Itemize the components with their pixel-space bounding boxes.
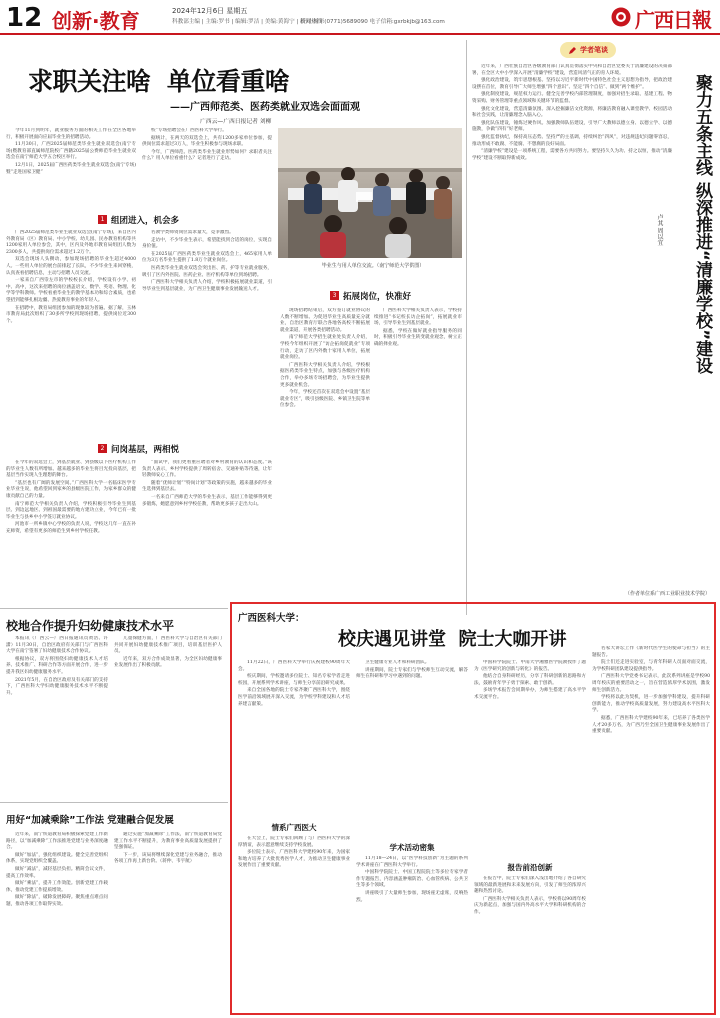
paragraph: 卫生健康专业人才和科研团队。	[365, 660, 430, 665]
commentary-author: 卢其 周以宜	[656, 214, 663, 246]
section-number: 1	[98, 215, 107, 224]
section-number: 3	[330, 291, 339, 300]
contact-info: 新闻热线:(0771)5689090 电子信箱:gxrbkjb@163.com	[300, 19, 445, 25]
paragraph: 多场学术报告会同期举办，为师生搭建了高水平学术交流平台。	[474, 688, 586, 700]
paragraph: 近年来，南宁铁道教育局积极探索党建工作新路径，以“加减乘除”工作法推进党建与业务深度融合。	[6, 832, 108, 851]
paragraph: 11月30日，广西2025届师范类毕业生就业双选会(南宁专场)暨教育部直属师范院校广西籍2025届公费师范毕业生就业双选会在南宁师范大学五合校区举行。	[6, 142, 136, 161]
paragraph: 在今年的双选会上，到基层就业、到县级以下医疗机构工作的毕业生人数有所增加。越来越多的毕业生将目光投向基层，把基层当作实现人生理想的舞台。	[6, 460, 136, 479]
paragraph: 强化监督执纪，保持高压态势。坚持严的主基调，持续纠治“四风”，对违规违纪问题零容忍，推动形成不敢腐、不能腐、不想腐的良好局面。	[472, 134, 672, 147]
paragraph: 在招聘中，教育局组团参加的现象较为普遍。据了解，玉林市教育局此次组织了30多所学校到现场招聘，提供岗位近300个。	[6, 305, 136, 324]
paragraph: 广西医科大学相关负责人表示，学校将以90周年校庆为新起点，加强与国内外高水平大学和科研机构的合作。	[474, 896, 586, 915]
paragraph: 广西2025届师范类毕业生就业双选会(南宁专场)，来自区内外教育局（区）教育局、中小学校、幼儿园、民办教育机构等共1200家用人单位参会，其中，区内及外地市教育局组团人数为2300多人，共提供岗位需求超过1.2万个。	[6, 230, 136, 255]
paragraph: 校庆期间，学校邀请多位院士、知名专家学者走进校园，开展系列学术讲座，与师生分享前沿研究成果。	[238, 674, 350, 686]
feature-subhead-3: 报告前沿创新	[507, 863, 553, 872]
paragraph: 讲座吸引了大量师生参加，现场座无虚席，反响热烈。	[356, 890, 468, 903]
paragraph: “清廉学校”建设是一项系统工程，需要各方共同努力。要坚持久久为功、持之以恒，推动“清廉学校”建设不断取得新成效。	[472, 149, 672, 161]
section-title: 创新·教育	[52, 9, 140, 33]
feature-kicker: 广西医科大学：	[238, 613, 305, 624]
commentary-tag-label: 学者笔谈	[580, 46, 608, 54]
paragraph: 近年来，广西壮族自治区各级教育部门认真贯彻落实中央和自治区党委关于清廉建设的决策部署，在全区大中小学深入开展“清廉学校”建设，营造风清气正的育人环境。	[472, 64, 672, 76]
main-intro-col2	[142, 128, 272, 212]
news-photo	[278, 128, 462, 258]
paragraph: 据悉，广西医科大学建校90年来，已培养了各类医学人才20多万名，为广西乃至全国卫生健康事业发展作出了重要贡献。	[592, 715, 710, 735]
section2-col2	[142, 460, 272, 602]
section-divider	[0, 802, 228, 803]
bottom-story-headline: 用好“加减乘除”工作法 党建融合促发展	[6, 815, 174, 826]
left-story-col1	[6, 636, 108, 798]
paragraph: 南宁师范大学相关负责人介绍，学校积极引导毕业生到基层、到边远地区、到祖国最需要的地方建功立业，今年已有一批毕业生与县乡中小学签订就业协议。	[6, 501, 136, 520]
pen-icon	[568, 46, 577, 55]
paragraph: 今年，广西师范、医药类毕业生就业形势如何？求职者关注什么？用人单位看重什么？记者进行了走访。	[142, 149, 272, 162]
paragraph: 在2025届广西医药类毕业生就业双选会上，465家用人单位为3万名毕业生提供了1.8万个就业岗位。	[142, 251, 272, 264]
paragraph: 强化政治建设，筑牢思想根基。坚持以习近平新时代中国特色社会主义思想为指导，把政治建设摆在首位，教育引导广大师生增强“四个意识”、坚定“四个自信”、做到“两个维护”。	[472, 78, 672, 90]
paragraph: 走访中，不少毕业生表示，希望能找到合适的岗位，实现自身价值。	[142, 237, 272, 250]
section-title: 拓展岗位，快准好	[343, 291, 412, 302]
main-intro-col1	[6, 128, 136, 212]
feature-col1	[238, 660, 350, 818]
paragraph: 讲座期间，院士专家们与学校师生互动交流，解答师生在科研和学习中遇到的问题。	[356, 667, 468, 680]
commentary-body	[472, 64, 672, 586]
paragraph: 来自全国各地的院士专家齐聚广西医科大学，围绕医学前沿领域展开深入交流，为学校学科建设和人才培养建言献策。	[238, 688, 350, 707]
paragraph: 河池市一所乡镇中心学校的负责人说，学校这几年一直在补充师资，希望有更多的师范生到乡村学校任教。	[6, 522, 136, 534]
section-title: 问岗基层，两相悦	[111, 444, 180, 455]
newspaper-logo: 广西日報	[635, 8, 711, 32]
section3-col2	[374, 308, 462, 603]
page-number: 12	[6, 3, 43, 33]
photo-caption: 毕业生与用人单位交流。（南宁师范大学供图）	[321, 263, 425, 269]
paragraph: 校”专场招聘会在广西医科大学举行。	[151, 128, 227, 133]
bottom-story-col1	[6, 832, 108, 1014]
paragraph: 在报告中，院士专家们深入浅出地介绍了各自研究领域的最新进展和未来发展方向，引发了师生的浓厚兴趣和热烈讨论。	[474, 876, 586, 895]
masthead-rule	[0, 33, 720, 35]
feature-subhead-1: 情系广西医大	[271, 823, 317, 832]
paragraph: 本报讯（广西云—广西日报通讯员黄浩、许潇）11月30日，自治区政府有关部门与广西医科大学在南宁签署了妇幼健康技术合作协议。	[6, 636, 108, 655]
paragraph: 做好“除法”，破除发展障碍。聚焦重点难点问题，推动各项工作取得实效。	[6, 895, 108, 907]
main-subheadline: ——广西师范类、医药类就业双选会面面观	[170, 102, 360, 113]
paragraph: 名家大讲坛上作《新时代医学生的使命与担当》的主题报告。	[592, 646, 710, 658]
editor-info: 科教部主编 | 主编:罗书 | 编辑:罗洁 | 美编:黄海宁 | 校对:杨平	[172, 19, 325, 25]
section-heading-1	[98, 214, 179, 225]
paragraph: 2021年5月，在自治区政府及有关部门的支持下，广西医科大学妇幼健康服务技术水平不断提升。	[6, 677, 108, 696]
paragraph: 做好“加法”，强化组织建设。健全完善党组织体系，实现党组织全覆盖。	[6, 852, 108, 865]
paragraph: 今年11月到明年，就业服务方面的相关工作在全区各地举行，积极开展面向应届毕业生的招聘活动。	[6, 128, 136, 140]
paragraph: 11月22日，广西医科大学举行庆祝建校90周年大会。	[238, 660, 350, 672]
bottom-story-col2	[114, 832, 222, 1014]
feature-col3b	[474, 876, 586, 1011]
paragraph: 广西医科大学党委书记表示，此次系列讲座是学校90周年校庆的重要活动之一，旨在营造浓厚学术氛围，激发师生创新活力。	[592, 674, 710, 693]
paragraph: 儿童保健方面，广西医科大学与自治区有关部门共同开展妇幼健康技术推广项目，培训基层医护人员。	[114, 636, 222, 655]
paragraph: 一家来自广西崇左市的学校校长介绍，学校设有小学、初中、高中，这次来招聘的岗位涵盖语文、数学、英语、物理、化学等学科教师。学校看重毕业生的教学基本功和综合素质，也希望招到能够扎根边疆、热爱教育事业的年轻人。	[6, 278, 136, 303]
paragraph: 现场招聘结束后，双方签订就业协议的人数不断增加。为促进毕业生高质量充分就业，自治区教育厅联合各地各高校不断拓展就业渠道，开展各类招聘活动。	[280, 308, 370, 333]
commentary-tag	[560, 42, 616, 58]
paragraph: 今年，学校还首次在双选会中设置“基层就业专区”，吸引县级医院、乡镇卫生院等单位参会。	[280, 390, 370, 409]
feature-col2b	[356, 856, 468, 1011]
feature-headline: 校庆遇见讲堂 院士大咖开讲	[338, 629, 567, 650]
paragraph: 近年来，双方合作成效显著，为全区妇幼健康事业发展作出了积极贡献。	[114, 656, 222, 669]
feature-col4	[592, 646, 710, 1011]
section-number: 2	[98, 444, 107, 453]
column-divider	[466, 40, 467, 615]
paragraph: 多位院士表示，广西医科大学建校90年来，为国家和地方培养了大批优秀医学人才，为推动卫生健康事业发展作出了重要贡献。	[238, 850, 350, 869]
commentary-headline: 聚力五条主线 纵深推进“清廉学校”建设	[692, 74, 712, 375]
paragraph: 在大会上，院士专家们回顾了与广西医科大学的深厚情谊，表示愿意继续支持学校发展。	[238, 836, 350, 848]
paragraph: 随着“优师计划”“特岗计划”等政策的实施，越来越多的毕业生选择到基层去。	[142, 480, 272, 493]
paragraph: 南宁师范大学招生就业处负责人介绍，学校今年组织开展了“访企拓岗促就业”专项行动，走访了区内外数十家用人单位，拓展就业岗位。	[280, 335, 370, 361]
logo-emblem-icon	[610, 6, 632, 28]
section-heading-3	[330, 290, 411, 301]
paragraph: 中国科学院院士、中南大学湘雅医学院教授作了题为《医学研究的创新与转化》的报告。	[474, 660, 586, 672]
paragraph: 中国科学院院士、中国工程院院士等多位专家学者作专题报告，内容涵盖肿瘤防治、心血管疾病、公共卫生等多个领域。	[356, 870, 468, 889]
section-heading-2	[98, 443, 179, 454]
paragraph: 做好“乘法”，提升工作效能。创新党建工作载体，推动党建工作提质增效。	[6, 881, 108, 893]
paragraph: 做好“减法”，减轻基层负担。精简会议文件，提高工作效率。	[6, 866, 108, 879]
paragraph: 广西医科大学相关负责人介绍，学校根据医药类毕业生特点，加强与各级医疗机构合作，举办多场专场招聘会，为毕业生提供更多就业机会。	[280, 362, 370, 388]
main-headline: 求职关注啥 单位看重啥	[28, 67, 290, 96]
paragraph: “面试中，我们更看重应聘者对乡村教育的认识和态度。”该负责人表示，乡村学校提供了周转宿舍、交通补贴等待遇，让年轻教师安心工作。	[142, 460, 272, 479]
paragraph: 根据协议，双方将围绕妇幼健康技术人才培养、技术推广、科研合作等方面开展合作，进一步提升我区妇幼健康服务水平。	[6, 656, 108, 675]
photo-scene	[278, 128, 462, 258]
paragraph: 双选会现场人头攒动，参加现场招聘的毕业生超过4000人。一些用人单位的展台前排起了长队，不少毕业生来回穿梭，认真查看招聘信息，主动与招聘人员交流。	[6, 257, 136, 276]
paragraph: 强化队伍建设，锤炼过硬作风。加强教师队伍建设，引导广大教师以德立身、以德立学、以德施教，争做“四有”好老师。	[472, 120, 672, 133]
section3-col1	[280, 308, 370, 603]
feature-col1b	[238, 836, 350, 1011]
paragraph: 强化制度建设，规范权力运行。健全完善学校内部管理制度，加强对招生录取、基建工程、物资采购、财务管理等重点领域和关键环节的监督。	[472, 92, 672, 104]
paragraph: 通过实施“加减乘除”工作法，南宁铁道教育局党建工作水平不断提升，为教育事业高质量发展提供了坚强保证。	[114, 832, 222, 851]
feature-box	[230, 602, 716, 1015]
paragraph: 院士们还走进实验室，与青年科研人员面对面交流，为学校科研团队建设提供指导。	[592, 660, 710, 672]
section1-col2	[142, 230, 272, 440]
feature-subhead-2: 学术活动密集	[389, 843, 435, 852]
paragraph: 名教学类师资岗位需求量大，竞争激烈。	[151, 230, 234, 235]
paragraph: 11月18—24日，以“医学科技创新”为主题的系列学术讲座在广西医科大学举行。	[356, 856, 468, 868]
section1-col1	[6, 230, 136, 440]
commentary-author-note: （作者单位系广西工业职业技术学院）	[624, 591, 710, 597]
paragraph: 12月1日，2025届广西医药类毕业生就业双选会(南宁专场)暨“走进国家卫健”	[6, 162, 136, 175]
feature-col3	[474, 660, 586, 860]
paragraph: 广西医科大学相关负责人介绍，学校积极拓展就业渠道，引导毕业生到基层就业，为广西卫生健康事业发展输送人才。	[142, 280, 272, 292]
feature-col2	[356, 660, 468, 838]
paragraph: 学校将以此为契机，进一步加强学科建设，提升科研创新能力，推动学校高质量发展，努力建设高水平医科大学。	[592, 695, 710, 714]
masthead	[0, 0, 720, 34]
paragraph: 下一步，该局将继续深化党建与业务融合，推动各项工作再上新台阶。（蒋仲、韦宇航）	[114, 852, 222, 865]
paragraph: 医药类毕业生就业双选会突出医、药、护等专业就业服务，吸引了区内外医院、医药企业、医疗机构等单位到场招聘。	[142, 265, 272, 278]
section2-col1	[6, 460, 136, 602]
paragraph: 一名来自广西师范大学的毕业生表示，基层工作能够得到更多锻炼，她愿意到乡村学校任教，帮助更多孩子走出大山。	[142, 494, 272, 507]
section-divider	[0, 608, 228, 609]
issue-date: 2024年12月6日 星期五	[172, 7, 248, 15]
section-title: 组团进入，机会多	[111, 215, 180, 226]
paragraph: 他结合自身科研经历，分享了科研创新的思路和方法，鼓励青年学子勇于探索、敢于创新。	[474, 674, 586, 686]
paragraph: “基层也有广阔的发展空间。”广西医科大学一名临床医学专业毕业生说，他希望回到家乡的县级医院工作，为家乡群众的健康贡献自己的力量。	[6, 480, 136, 499]
left-story-headline: 校地合作提升妇幼健康技术水平	[6, 619, 175, 633]
paragraph: 广西医科大学相关负责人表示，学校持续推进“书记校长访企拓岗”，拓展就业市场，引导毕业生到基层就业。	[374, 308, 462, 327]
paragraph: 据统计，在两天的双选会上，共有1200多家单位参加，提供岗位需求超过3万人，毕业生积极参与现场求职。	[142, 135, 272, 148]
paragraph: 据悉，学校在做好就业指导服务的同时，积极引导毕业生转变就业观念，树立正确的择业观。	[374, 328, 462, 347]
left-story-col2	[114, 636, 222, 798]
main-byline: 广西云—广西日报记者 刘柳	[200, 119, 272, 125]
paragraph: 强化文化建设，营造清廉氛围。深入挖掘廉洁文化资源，将廉洁教育融入课堂教学、校园活动和社会实践，让清廉理念入脑入心。	[472, 106, 672, 119]
